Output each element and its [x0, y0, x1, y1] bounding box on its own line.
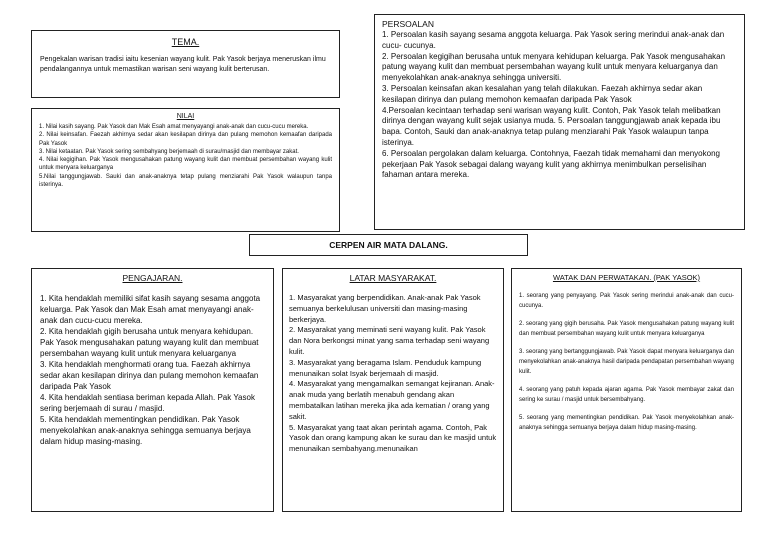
persoalan-item: 1. Persoalan kasih sayang sesama anggota keluarga. Pak Yasok sering merindui anak-anak dan cucu- cucunya.: [382, 30, 725, 50]
persoalan-item: 6. Persoalan pergolakan dalam keluarga. Contohnya, Faezah tidak memahami dan menyokong pekerjaan Pak Yasok sebagai dalang wayang kulit yang akhirnya menimbulkan perselisihan fahaman antara mereka.: [382, 148, 720, 180]
pengajaran-item: 2. Kita hendaklah gigih berusaha untuk menyara kehidupan. Pak Yasok mengusahakan patung wayang kulit dan membuat persembahan wayang kulit untuk menyara keluarganya: [40, 327, 259, 358]
pengajaran-box: [31, 268, 274, 512]
pengajaran-item: 5. Kita hendaklah mementingkan pendidikan. Pak Yasok menyekolahkan anak-anaknya sehingga semuanya berjaya dalam hidup masing-masing.: [40, 415, 251, 446]
persoalan-item: 4.Persoalan kecintaan terhadap seni warisan wayang kulit. Contoh, Pak Yasok telah melibatkan dirinya dengan wayang kulit sejak usianya muda. 5. Persoalan tanggungjawab anak kepada ibu bapa. Contoh, Sauki dan anak-anaknya tetap pulang menziarahi Pak Yasok walaupun tanpa isterinya.: [382, 105, 721, 147]
nilai-item: 3. Nilai ketaatan. Pak Yasok sering sembahyang berjemaah di surau/masjid dan membayar zakat.: [39, 148, 299, 155]
cerpen-heading: CERPEN AIR MATA DALANG.: [249, 234, 528, 256]
persoalan-title: PERSOALAN: [382, 19, 434, 29]
latar-title: LATAR MASYARAKAT.: [349, 273, 437, 283]
latar-list: [289, 293, 497, 455]
latar-box: [282, 268, 504, 512]
watak-item: 5. seorang yang mementingkan pendidikan. Pak Yasok menyekolahkan anak-anaknya sehingga semuanya berjaya dalam hidup masing-masing.: [519, 415, 734, 431]
persoalan-list: [382, 30, 737, 181]
watak-box: [511, 268, 742, 512]
nilai-item: 5.Nilai tanggungjawab. Sauki dan anak-anaknya tetap pulang menziarahi Pak Yasok walaupun tanpa isterinya.: [39, 173, 332, 189]
watak-list: [519, 292, 734, 434]
watak-item: 4. seorang yang patuh kepada ajaran agama. Pak Yasok membayar zakat dan sering ke surau / masjid untuk bersembahyang.: [519, 387, 734, 403]
latar-item: 2. Masyarakat yang meminati seni wayang kulit. Pak Yasok dan Nora berkongsi minat yang sama terhadap seni wayang kulit.: [289, 325, 490, 356]
persoalan-item: 3. Persoalan keinsafan akan kesalahan yang telah dilakukan. Faezah akhirnya sedar akan kesilapan dirinya dan pulang memohon kemaafan daripada Pak Yasok: [382, 83, 703, 104]
pengajaran-title: PENGAJARAN.: [122, 273, 183, 283]
watak-item: 2. seorang yang gigih berusaha. Pak Yasok mengusahakan patung wayang kulit dan membuat persembahan wayang kulit untuk menyara keluarganya: [519, 321, 734, 337]
nilai-item: 2. Nilai keinsafan. Faezah akhirnya sedar akan kesilapan dirinya dan pulang memohon kemaafan daripada Pak Yasok: [39, 132, 332, 147]
pengajaran-item: 1. Kita hendaklah memiliki sifat kasih sayang sesama anggota keluarga. Pak Yasok dan Mak Esah amat menyayangi anak-anak dan cucu-cucu mereka.: [40, 294, 261, 325]
pengajaran-item: 3. Kita hendaklah menghormati orang tua. Faezah akhirnya sedar akan kesilapan dirinya dan pulang memohon kemaafan daripada Pak Yasok: [40, 360, 259, 391]
persoalan-box: [374, 14, 745, 230]
tema-title: TEMA.: [171, 37, 200, 47]
pengajaran-item: 4. Kita hendaklah sentiasa beriman kepada Allah. Pak Yasok sering berjemaah di surau / masjid.: [40, 393, 255, 413]
latar-item: 3. Masyarakat yang beragama Islam. Penduduk kampung menunaikan solat Isyak berjemaah di masjid.: [289, 357, 482, 378]
watak-item: 3. seorang yang bertanggungjawab. Pak Yasok dapat menyara keluarganya dan menyekolahkan anak-anaknya hasil daripada pendapatan persembahan wayang kulit.: [519, 349, 734, 375]
watak-item: 1. seorang yang penyayang. Pak Yasok sering merindui anak-anak dan cucu-cucunya.: [519, 293, 734, 309]
nilai-title: NILAI: [176, 113, 195, 120]
tema-text: Pengekalan warisan tradisi iaitu kesenian wayang kulit. Pak Yasok berjaya meneruskan ilmu pendalangannya untuk memastikan warisan seni wayang kulit berterusan.: [40, 56, 326, 73]
nilai-list: [39, 123, 332, 189]
latar-item: 5. Masyarakat yang taat akan perintah agama. Contoh, Pak Yasok dan orang kampung akan ke surau dan ke masjid untuk menunaikan sembahyang.menunaikan: [289, 422, 497, 454]
nilai-box: [31, 108, 340, 232]
tema-box: [31, 30, 340, 98]
nilai-item: 4. Nilai kegigihan. Pak Yasok mengusahakan patung wayang kulit dan membuat persembahan wayang kulit untuk menyara keluarganya: [39, 157, 332, 172]
watak-title: WATAK DAN PERWATAKAN. (PAK YASOK): [552, 273, 701, 282]
pengajaran-list: [40, 293, 265, 447]
latar-item: 4. Masyarakat yang mengamalkan semangat kejiranan. Anak-anak muda yang berlatih menabuh gendang akan membatalkan latihan mereka jika ada kematian / orang yang sakit.: [289, 379, 495, 421]
latar-item: 1. Masyarakat yang berpendidikan. Anak-anak Pak Yasok semuanya berkelulusan universiti dan masing-masing berkerjaya.: [289, 293, 481, 324]
nilai-item: 1. Nilai kasih sayang. Pak Yasok dan Mak Esah amat menyayangi anak-anak dan cucu-cucu mereka.: [39, 124, 309, 130]
persoalan-item: 2. Persoalan kegigihan berusaha untuk menyara kehidupan keluarga. Pak Yasok mengusahakan patung wayang kulit dan membuat persembahan wayang kulit untuk menyara keluarganya dan menyekolahkan anak-anaknya sehingga universiti.: [382, 51, 726, 83]
